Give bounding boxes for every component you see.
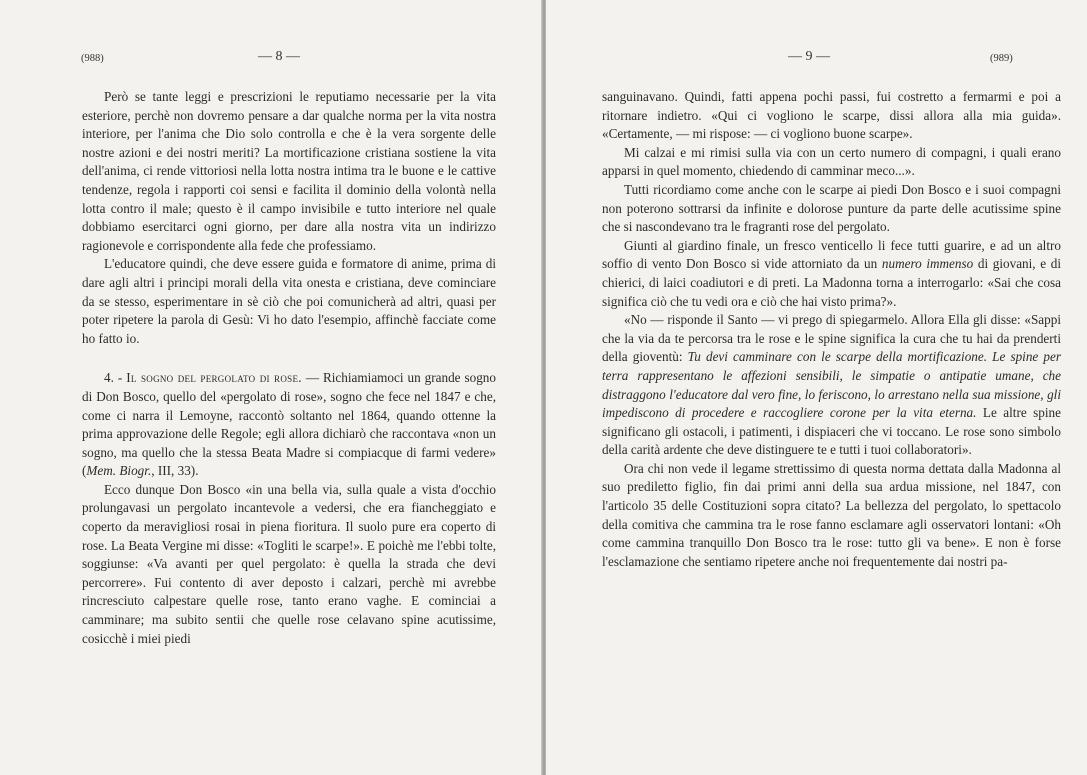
paragraph: Giunti al giardino finale, un fresco venticello li fece tutti guarire, e ad un altro soffio di vento Don Bosco si vide attorniato da un numero immenso di giovani, e di chierici, di laici coadiutori e di preti. La Madonna torna a interrogarlo: «Sai che cosa significa ciò che tu vedi ora e ciò che hai visto prima?».: [602, 237, 1061, 309]
paragraph: Mi calzai e mi rimisi sulla via con un certo numero di compagni, i quali erano apparsi in quel momento, chiedendo di camminar meco...».: [602, 144, 1061, 179]
paragraph: Tutti ricordiamo come anche con le scarpe ai piedi Don Bosco e i suoi compagni non poterono sottrarsi da infinite e dolorose punture da parte delle acutissime spine che si nascondevano tra le fragranti rose del pergolato.: [602, 181, 1061, 235]
paragraph: «No — risponde il Santo — vi prego di spiegarmelo. Allora Ella gli disse: «Sappi che la via da te percorsa tra le rose e le spine significa la cura che tu hai da prenderti della gioventù: Tu devi camminare con le scarpe della mortificazione. Le spine per terra rappresentano le affezioni sensibili, le simpatie o antipatie umane, che distraggono l'educatore dal vero fine, lo feriscono, lo arrestano nella sua missione, gli impediscono di procedere e raccogliere corone per la vita eterna. Le altre spine significano gli ostacoli, i patimenti, i dispiaceri che vi toccano. Le rose sono simbolo della carità ardente che deve distinguere te e tutti i tuoi collaboratori».: [602, 312, 1061, 458]
left-header-number: (988): [81, 53, 104, 64]
right-page: [546, 0, 1087, 775]
section-text: — Richiamiamoci un grande sogno di Don Bosco, quello del «pergolato di rose», sogno che fece nel 1847 e che, come ci narra il Lemoyne, raccontò soltanto nel 1864, quando ottenne la prima approvazione delle Regole; egli allora dichiarò che raccontava «non un sogno, ma quello che la stessa Beata Madre si compiacque di farmi vedere» (: [82, 370, 496, 479]
section-text-end: , III, 33).: [151, 463, 199, 479]
right-header-number: (989): [990, 53, 1013, 64]
emphasis: numero immenso: [881, 256, 974, 272]
paragraph: Ecco dunque Don Bosco «in una bella via, sulla quale a vista d'occhio prolungavasi un pergolato incantevole a vedersi, che era fiancheggiato e coperto da meravigliosi rosai in piena fioritura. Il suolo pure era coperto di rose. La Beata Vergine mi disse: «Togliti le scarpe!». E poichè me l'ebbi tolte, soggiunse: «Va avanti per quel pergolato: è quella la strada che devi percorrere». Fui contento di aver deposto i calzari, perchè mi avrebbe rincresciuto calpestare quelle rose, tanto erano vaghe. E cominciai a camminare; ma subito sentii che quelle rose celavano spine acutissime, cosicchè i miei piedi: [82, 481, 496, 646]
left-text-column: [82, 88, 496, 648]
left-page: [0, 0, 543, 775]
emphasis: Tu devi camminare con le scarpe della mortificazione. Le spine per terra rappresentano le affezioni sensibili, le simpatie o antipatie umane, che distraggono l'educatore dal vero fine, lo feriscono, lo arrestano nella sua missione, gli impediscono di procedere e raccogliere corone per la vita eterna.: [602, 349, 1061, 421]
right-page-number: — 9 —: [788, 49, 830, 64]
paragraph: Però se tante leggi e prescrizioni le reputiamo necessarie per la vita esteriore, perchè non dovremo pensare a dar qualche norma per la vita nostra interiore, per l'anima che Dio solo controlla e che è la vera sorgente delle nostre azioni e dei nostri meriti? La mortificazione cristiana sostiene la vita dell'anima, ci rende vittoriosi nella lotta nostra intima tra le buone e le cattive tendenze, regola i rapporti coi sensi e facilita il dominio della volontà nella lotta contro il male; questo è il campo invisibile e tutto interiore nel quale dobbiamo esercitarci ogni giorno, per dare alla nostra vita un indirizzo ragionevole e corrispondente alla fede che professiamo.: [82, 89, 496, 253]
right-text-column: [602, 88, 1061, 571]
paragraph: Ora chi non vede il legame strettissimo di questa norma dettata dalla Madonna al suo prediletto figlio, fin dai primi anni della sua ardua missione, nel 1847, con l'articolo 35 delle Costituzioni sopra citato? La bellezza del pergolato, lo spettacolo della comitiva che cammina tra le rose fanno esclamare agli osservatori lontani: «Oh come cammina tranquillo Don Bosco tra le rose: tutto gli va bene». E non è forse l'esclamazione che sentiamo ripetere anche noi frequentemente dai nostri pa-: [602, 460, 1061, 569]
section-number: 4. -: [104, 370, 127, 386]
section-title: Il sogno del pergolato di rose.: [126, 370, 302, 386]
paragraph: sanguinavano. Quindi, fatti appena pochi passi, fui costretto a fermarmi e poi a ritornare indietro. «Qui ci vogliono le scarpe, dissi allora alla mia guida». «Certamente, — mi rispose: — ci vogliono buone scarpe».: [602, 89, 1061, 142]
left-page-number: — 8 —: [258, 49, 300, 64]
section-paragraph: [82, 369, 496, 481]
paragraph: L'educatore quindi, che deve essere guida e formatore di anime, prima di dare agli altri i principi morali della vita onesta e cristiana, deve cominciare da se stesso, esperimentare in sè ciò che poi comunicherà ad altri, quasi per poter ripetere la parola di Gesù: Vi ho dato l'esempio, affinchè facciate come ho fatto io.: [82, 256, 496, 346]
citation-reference: Mem. Biogr.: [86, 463, 152, 479]
